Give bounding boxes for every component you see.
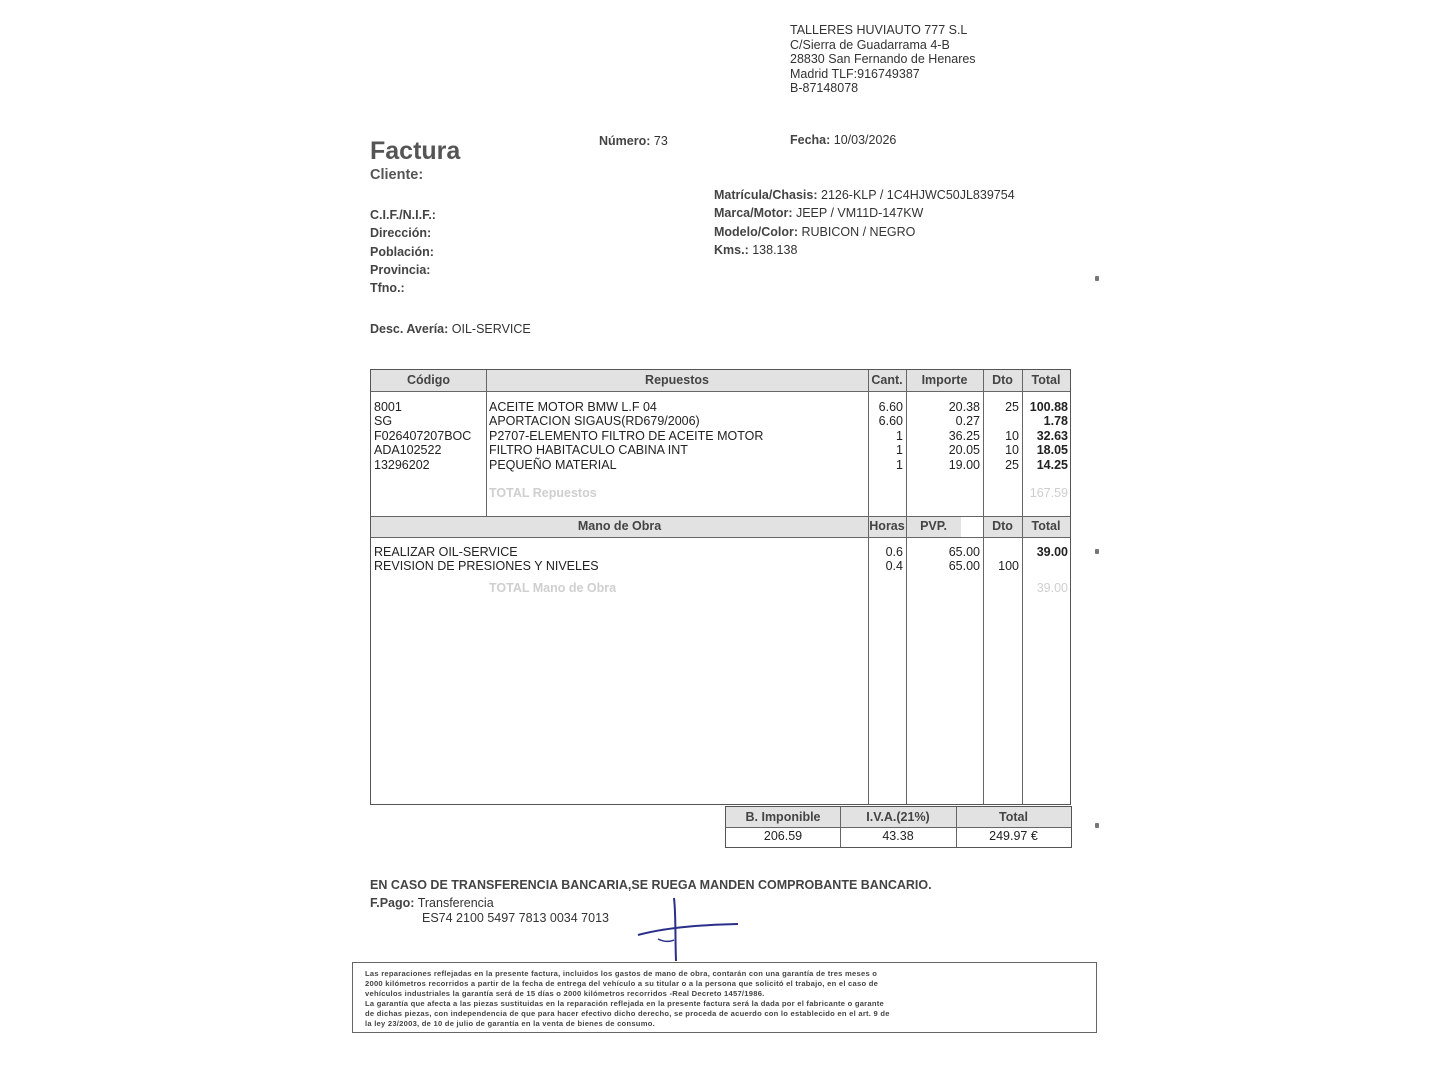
vehicle-plate-label: Matrícula/Chasis: [714, 188, 818, 202]
part-quantity: 6.60 [878, 414, 903, 429]
part-code: F026407207BOC [374, 428, 472, 443]
scan-mark [1095, 276, 1099, 281]
part-code: ADA102522 [374, 443, 442, 458]
invoice-date [790, 133, 896, 147]
part-amount: 20.05 [948, 443, 980, 458]
part-total: 32.63 [1036, 428, 1068, 443]
part-discount: 10 [1005, 443, 1019, 458]
signature [630, 895, 745, 965]
payment-iban: ES74 2100 5497 7813 0034 7013 [422, 910, 609, 925]
bank-transfer-notice: EN CASO DE TRANSFERENCIA BANCARIA,SE RUEGA MANDEN COMPROBANTE BANCARIO. [370, 878, 932, 892]
vehicle-model-label: Modelo/Color: [714, 224, 799, 239]
labor-total-label: TOTAL Mano de Obra [489, 581, 617, 595]
parts-header-qty: Cant. [868, 370, 906, 391]
invoice-date-label: Fecha: [790, 133, 831, 147]
legal-line: vehículos industriales la garantía será de 15 días o 2000 kilómetros recorridos -Real Decreto 1457/1986. [365, 989, 765, 998]
part-discount [983, 414, 1019, 428]
divider [371, 537, 1070, 538]
labor-header-total: Total [1022, 516, 1070, 537]
part-quantity: 1 [896, 457, 903, 472]
labor-price: 65.00 [948, 545, 980, 559]
parts-total-column [1022, 400, 1068, 472]
company-name: TALLERES HUVIAUTO 777 S.L [790, 23, 968, 37]
labor-header-discount: Dto [983, 516, 1022, 537]
parts-discount-column [983, 400, 1019, 472]
parts-header-total: Total [1022, 370, 1070, 391]
labor-total-column [1022, 545, 1068, 574]
vat-value: 43.38 [882, 829, 914, 843]
grand-total-label: Total [956, 807, 1071, 827]
part-amount: 36.25 [948, 428, 980, 443]
labor-total-value: 39.00 [1036, 581, 1068, 595]
client-fields [370, 206, 436, 297]
grand-total-value: 249.97 € [989, 829, 1038, 843]
parts-total-label: TOTAL Repuestos [489, 486, 597, 500]
part-amount: 0.27 [955, 414, 980, 429]
invoice-lines-table [370, 369, 1071, 805]
part-total: 1.78 [1043, 414, 1068, 429]
company-city: 28830 San Fernando de Henares [790, 52, 976, 67]
labor-hours-column [868, 545, 903, 574]
part-total: 14.25 [1036, 457, 1068, 472]
invoice-date-value: 10/03/2026 [833, 133, 897, 147]
company-phone: Madrid TLF:916749387 [790, 66, 920, 81]
part-description: FILTRO HABITACULO CABINA INT [489, 443, 688, 458]
legal-line: La garantía que afecta a las piezas sustituidas en la reparación reflejada en la presente factura será la dada por el fabricante o garante [365, 999, 884, 1008]
client-address-label: Dirección: [370, 226, 432, 241]
divider [486, 370, 487, 516]
parts-code-column [374, 400, 471, 472]
labor-header-desc: Mano de Obra [371, 516, 868, 537]
invoice-title: Factura [370, 137, 461, 165]
vehicle-make-label: Marca/Motor: [714, 206, 793, 221]
parts-header-code: Código [371, 370, 486, 391]
vehicle-model [714, 223, 1015, 241]
client-cif-label: C.I.F./N.I.F.: [370, 208, 436, 222]
labor-discount [983, 545, 1019, 559]
fault-value: OIL-SERVICE [451, 322, 531, 336]
vehicle-plate-value: 2126-KLP / 1C4HJWC50JL839754 [821, 188, 1015, 202]
vehicle-plate [714, 186, 1015, 204]
divider [371, 391, 1070, 392]
payment-label: F.Pago: [370, 896, 415, 910]
labor-discount: 100 [998, 559, 1019, 574]
taxable-base-value: 206.59 [763, 829, 803, 843]
vehicle-kms [714, 241, 1015, 259]
labor-header-price: PVP. [906, 516, 961, 537]
labor-price-column [906, 545, 980, 574]
part-description: ACEITE MOTOR BMW L.F 04 [489, 400, 657, 414]
part-quantity: 1 [896, 443, 903, 458]
scan-mark [1095, 823, 1099, 828]
labor-header-hours: Horas [868, 516, 906, 537]
parts-desc-column [489, 400, 763, 472]
invoice-number-value: 73 [653, 134, 668, 148]
part-discount: 25 [1005, 457, 1019, 472]
part-code: SG [374, 414, 393, 429]
labor-hours: 0.6 [885, 545, 903, 559]
vehicle-make [714, 204, 1015, 222]
company-info [790, 23, 976, 96]
client-label: Cliente: [370, 167, 424, 183]
part-amount: 19.00 [948, 457, 980, 472]
part-quantity: 6.60 [878, 400, 903, 414]
part-discount: 10 [1005, 428, 1019, 443]
client-province-label: Provincia: [370, 262, 431, 277]
vehicle-kms-value: 138.138 [752, 243, 798, 258]
parts-total-value: 167.59 [1029, 486, 1068, 500]
scan-mark [1095, 549, 1099, 554]
company-street: C/Sierra de Guadarrama 4-B [790, 37, 950, 52]
labor-desc-column [374, 545, 599, 574]
part-total: 100.88 [1029, 400, 1068, 414]
part-description: P2707-ELEMENTO FILTRO DE ACEITE MOTOR [489, 428, 764, 443]
legal-line: 2000 kilómetros recorridos a partir de la fecha de entrega del vehículo a su titular o a la persona que solicitó el trabajo, en el caso de [365, 979, 879, 988]
labor-discount-column [983, 545, 1019, 574]
divider [726, 827, 1071, 828]
divider [371, 516, 1070, 517]
legal-line: Las reparaciones reflejadas en la presente factura, incluidos los gastos de mano de obra, contarán con una garantía de tres meses o [365, 969, 878, 978]
fault-description [370, 322, 531, 336]
parts-header-discount: Dto [983, 370, 1022, 391]
labor-total: 39.00 [1036, 545, 1068, 559]
payment-info [370, 896, 609, 925]
part-quantity: 1 [896, 428, 903, 443]
part-total: 18.05 [1036, 443, 1068, 458]
company-cif: B-87148078 [790, 81, 859, 96]
parts-amount-column [906, 400, 980, 472]
fault-label: Desc. Avería: [370, 322, 449, 336]
totals-summary [725, 806, 1072, 848]
labor-description: REALIZAR OIL-SERVICE [374, 545, 518, 559]
part-discount: 25 [1005, 400, 1019, 414]
payment-method [370, 896, 609, 911]
vehicle-kms-label: Kms.: [714, 243, 749, 258]
legal-line: la ley 23/2003, de 10 de julio de garantía en la venta de bienes de consumo. [365, 1019, 655, 1028]
parts-header-amount: Importe [906, 370, 983, 391]
legal-line: de dichas piezas, con independencia de que para hacer efectivo dicho derecho, se proceda de acuerdo con lo establecido en el art. 9 de [365, 1009, 890, 1018]
payment-method-value: Transferencia [417, 896, 494, 910]
part-amount: 20.38 [948, 400, 980, 414]
labor-price: 65.00 [948, 559, 980, 574]
labor-total [1022, 559, 1068, 573]
client-phone-label: Tfno.: [370, 281, 405, 296]
part-description: PEQUEÑO MATERIAL [489, 457, 617, 472]
parts-header-desc: Repuestos [486, 370, 868, 391]
vehicle-info [714, 186, 1015, 260]
labor-hours: 0.4 [885, 559, 903, 574]
part-code: 13296202 [374, 457, 430, 472]
vehicle-model-value: RUBICON / NEGRO [801, 224, 916, 239]
invoice-number [599, 134, 668, 148]
warranty-legal-notice [352, 962, 1097, 1033]
part-description: APORTACION SIGAUS(RD679/2006) [489, 414, 700, 429]
vehicle-make-value: JEEP / VM11D-147KW [795, 206, 924, 221]
taxable-base-label: B. Imponible [726, 807, 840, 827]
invoice-number-label: Número: [599, 134, 651, 148]
parts-qty-column [868, 400, 903, 472]
vat-label: I.V.A.(21%) [840, 807, 956, 827]
part-code: 8001 [374, 400, 402, 414]
client-town-label: Población: [370, 244, 434, 259]
labor-description: REVISION DE PRESIONES Y NIVELES [374, 559, 599, 574]
